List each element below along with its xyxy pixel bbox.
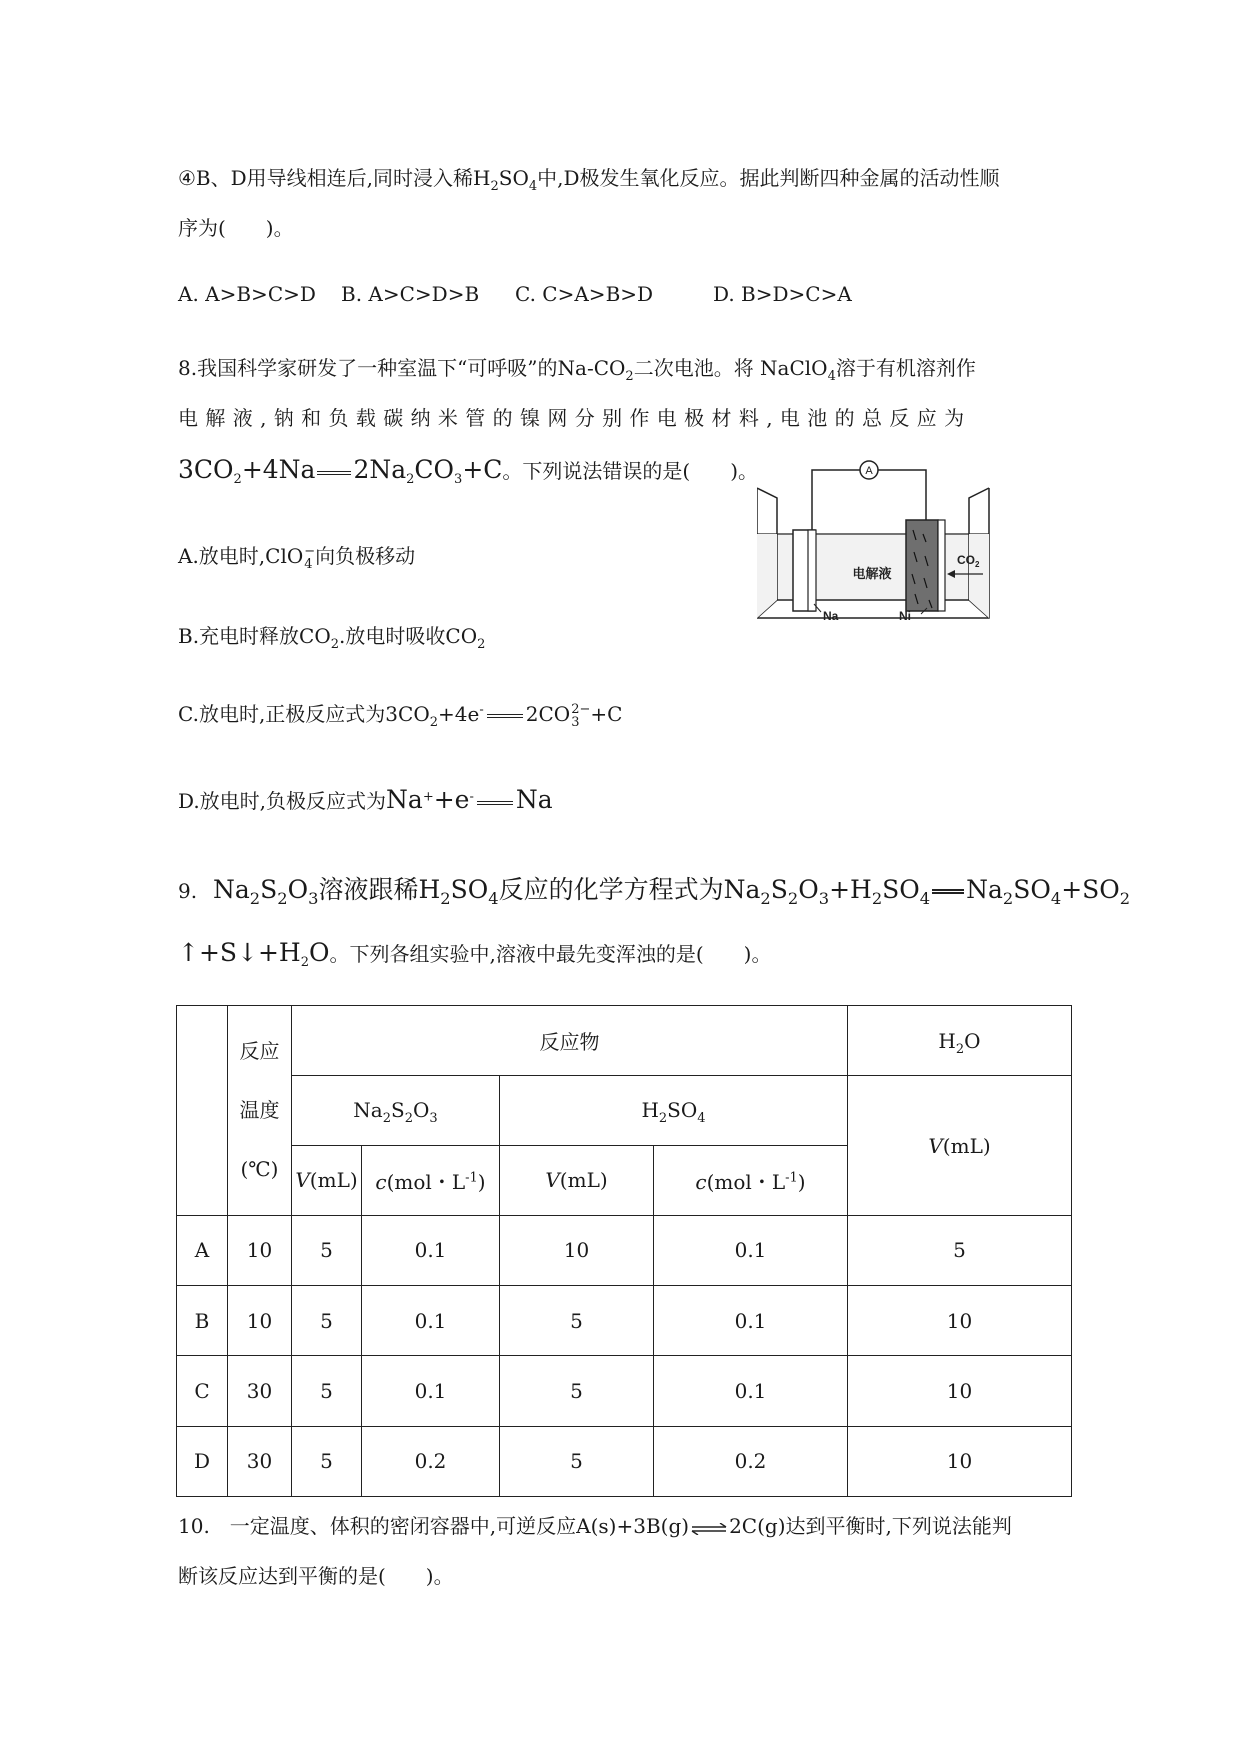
q7-question-end: 序为( )。 (178, 216, 294, 240)
h2so4-header: $H_2SO_4$ (500, 1076, 848, 1145)
table-row: B 10 5 0.1 5 0.1 10 (177, 1286, 1072, 1356)
q7-option-c[interactable]: C. C>A>B>D (515, 282, 654, 306)
h2so4-volume-header: V(mL) (500, 1145, 654, 1215)
q8-option-c[interactable]: C.放电时,正极反应式为$3CO_2+4e^-$ 2CO 2− 3 +C (178, 701, 623, 730)
q8-stem-line-1: 8.我国科学家研发了一种室温下“可呼吸”的$Na-CO_2$二次电池。将 NaClO$_4$溶于有机溶剂作 (178, 356, 976, 384)
na2s2o3-header: $Na_2S_2O_3$ (292, 1076, 500, 1145)
q10-stem-line-2: 断该反应达到平衡的是( )。 (178, 1564, 454, 1588)
table-row: C 30 5 0.1 5 0.1 10 (177, 1356, 1072, 1426)
q8-stem-line-3: $3CO_2+4Na$ $2Na_2CO_3+C$。下列说法错误的是( )。 (178, 455, 759, 487)
q8-option-d[interactable]: D.放电时,负极反应式为Na++e- Na (178, 785, 553, 814)
q7-option-b[interactable]: B. A>C>D>B (341, 282, 480, 306)
ni-label: Ni (899, 609, 911, 623)
q7-option-d[interactable]: D. B>D>C>A (713, 282, 852, 306)
table-row: D 30 5 0.2 5 0.2 10 (177, 1426, 1072, 1496)
reaction-equals-sign (317, 471, 351, 475)
table-row: A 10 5 0.1 10 0.1 5 (177, 1215, 1072, 1285)
q9-stem-line-2: $↑+S↓+H_2O$。下列各组实验中,溶液中最先变浑浊的是( )。 (178, 938, 772, 970)
h2so4-concentration-header: c(mol・$L^{-1}$) (654, 1145, 848, 1215)
electrolyte-label: 电解液 (852, 566, 892, 581)
na2s2o3-volume-header: V(mL) (292, 1145, 362, 1215)
water-volume-header: V(mL) (848, 1076, 1072, 1216)
na-label: Na (823, 609, 839, 623)
q8-stem-line-2: 电 解 液 , 钠 和 负 载 碳 纳 米 管 的 镍 网 分 别 作 电 极 材 料 , 电 池 的 总 反 应 为 (178, 406, 965, 430)
reactants-header: 反应物 (292, 1006, 848, 1076)
q7-options (178, 282, 852, 306)
battery-diagram (757, 460, 997, 625)
nickel-electrode (906, 520, 938, 611)
temperature-header: 反应 温度 (℃) (228, 1006, 292, 1216)
reaction-equals-sign (477, 801, 513, 805)
q7-option-a[interactable]: A. A>B>C>D (178, 282, 316, 306)
q7-condition-4: ④B、D用导线相连后,同时浸入稀$H_2SO_4$中,D极发生氧化反应。据此判断四种金属的活动性顺 (178, 166, 1000, 194)
reversible-arrow-icon (691, 1516, 727, 1540)
water-header: $H_2O$ (848, 1006, 1072, 1076)
reaction-equals-sign (932, 889, 964, 894)
q8-option-b[interactable]: B.充电时释放$CO_2$.放电时吸收$CO_2$ (178, 624, 486, 652)
na2s2o3-concentration-header: c(mol・$L^{-1}$) (362, 1145, 500, 1215)
ammeter-label: A (865, 465, 873, 477)
q9-stem-line-1: 9. $Na_2S_2O_3$溶液跟稀$H_2SO_4$反应的化学方程式为$Na_2S_2O_3+H_2SO_4$ $Na_2SO_4+SO_2$ (178, 875, 1131, 908)
q8-option-a[interactable]: A.放电时,ClO − 4 向负极移动 (178, 543, 416, 572)
reaction-equals-sign (487, 714, 523, 718)
experiment-table (176, 1005, 1072, 1497)
q10-stem-line-1: 10. 一定温度、体积的密闭容器中,可逆反应A(s)+3B(g) 2C(g)达到平衡时,下列说法能判 (178, 1514, 1012, 1538)
co2-label: $CO_2$ (957, 553, 980, 569)
group-header-cell (177, 1006, 228, 1216)
